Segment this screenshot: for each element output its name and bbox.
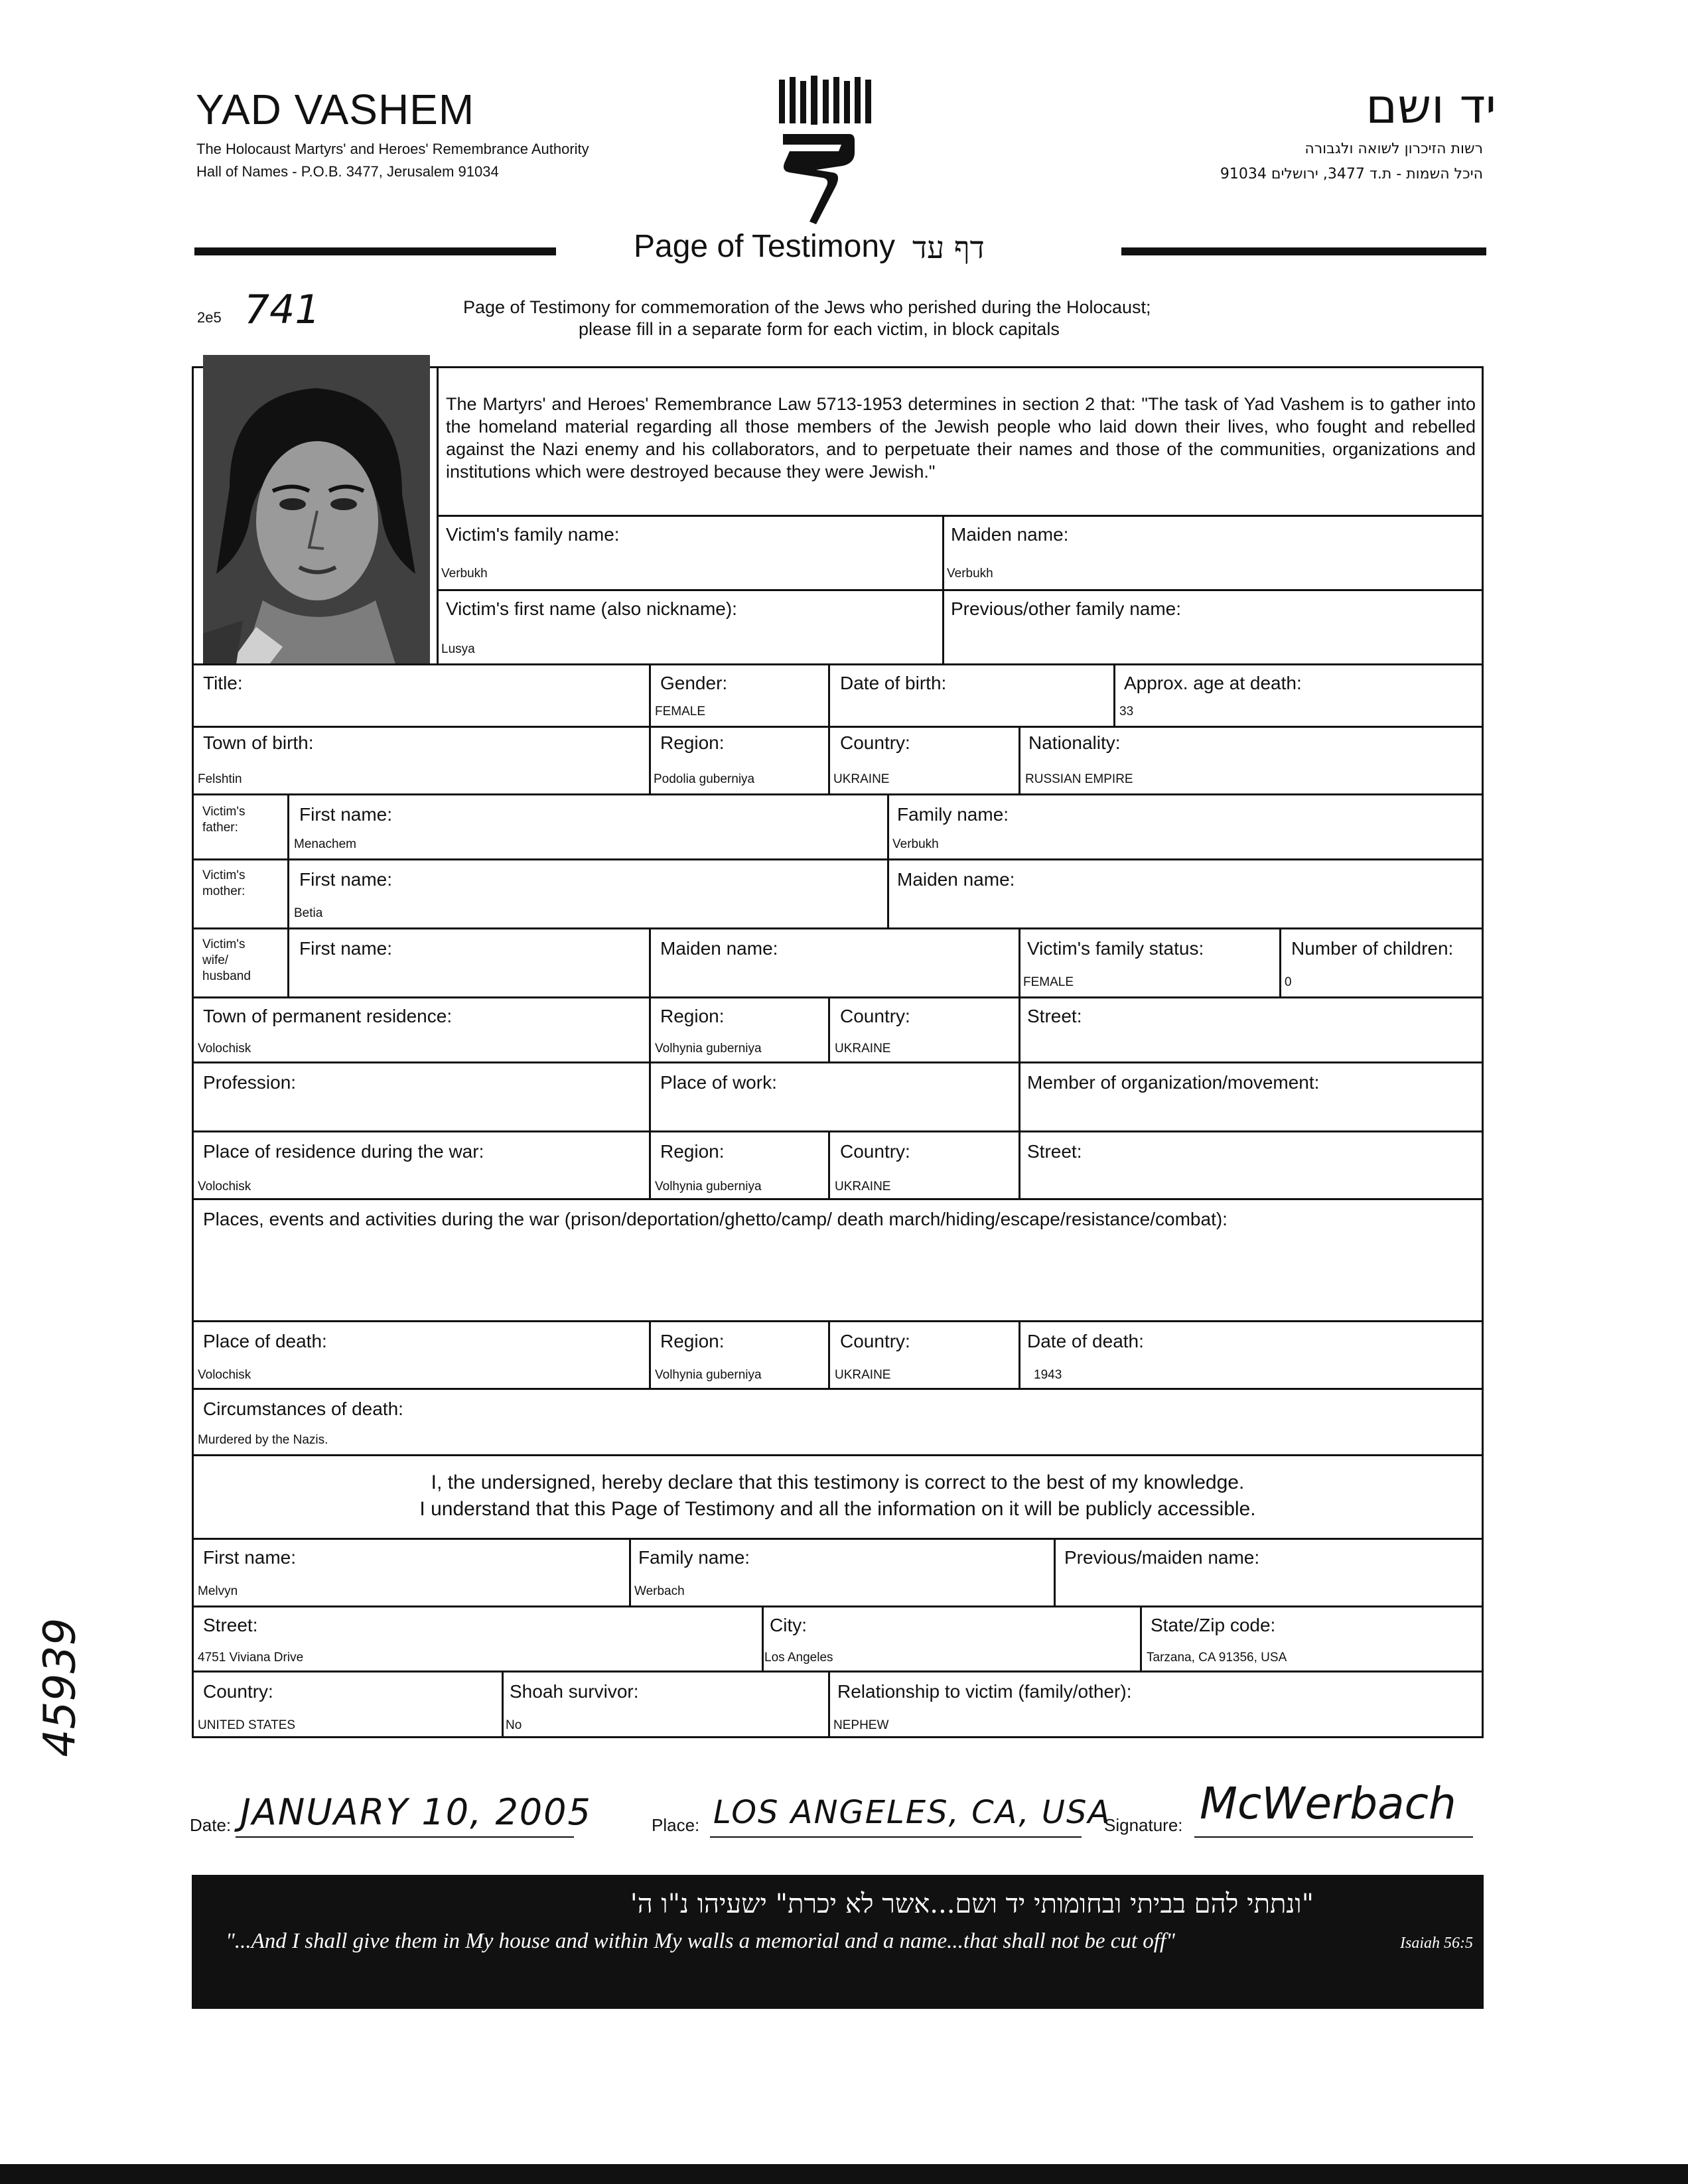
submitter-state-label: State/Zip code: <box>1151 1615 1276 1635</box>
circumstances-label: Circumstances of death: <box>203 1399 403 1419</box>
submitter-country-label: Country: <box>203 1681 273 1702</box>
address-en: Hall of Names - P.O.B. 3477, Jerusalem 91034 <box>196 163 499 180</box>
death-place-label: Place of death: <box>203 1331 327 1351</box>
father-family-name-label: Family name: <box>897 804 1009 825</box>
menorah-logo <box>770 73 882 226</box>
submitter-family-name: Werbach <box>634 1584 685 1598</box>
death-region-label: Region: <box>660 1331 725 1351</box>
victim-first-name: Lusya <box>441 642 475 656</box>
victim-gender: FEMALE <box>655 705 706 718</box>
death-date: 1943 <box>1034 1368 1062 1382</box>
submitter-state: Tarzana, CA 91356, USA <box>1147 1651 1287 1665</box>
previous-family-name-label: Previous/other family name: <box>951 598 1182 619</box>
place-label: Place: <box>652 1815 700 1835</box>
submitter-street: 4751 Viviana Drive <box>198 1651 304 1665</box>
residence-country-label: Country: <box>840 1006 910 1026</box>
town-of-birth-label: Town of birth: <box>203 732 314 753</box>
circumstances: Murdered by the Nazis. <box>198 1433 328 1447</box>
handwritten-place: LOS ANGELES, CA, USA <box>713 1794 1111 1831</box>
residence-town-label: Town of permanent residence: <box>203 1006 453 1026</box>
family-status: FEMALE <box>1023 975 1074 989</box>
victim-photo <box>203 355 430 664</box>
war-street-label: Street: <box>1027 1141 1082 1162</box>
form-code: 2e5 <box>197 309 222 326</box>
father-label: Victim's father: <box>202 805 246 835</box>
residence-region-label: Region: <box>660 1006 725 1026</box>
victim-age: 33 <box>1119 705 1134 718</box>
residence-street-label: Street: <box>1027 1006 1082 1026</box>
survivor-label: Shoah survivor: <box>510 1681 639 1702</box>
war-country: UKRAINE <box>835 1180 891 1194</box>
dob-label: Date of birth: <box>840 673 947 693</box>
war-country-label: Country: <box>840 1141 910 1162</box>
death-country-label: Country: <box>840 1331 910 1351</box>
authority-he: רשות הזיכרון לשואה ולגבורה <box>1304 141 1483 157</box>
birth-region: Podolia guberniya <box>654 772 755 786</box>
family-status-label: Victim's family status: <box>1027 938 1204 959</box>
war-region-label: Region: <box>660 1141 725 1162</box>
nationality-label: Nationality: <box>1028 732 1121 753</box>
mother-first-name-label: First name: <box>299 869 393 890</box>
war-events-label: Places, events and activities during the war (prison/deportation/ghetto/camp/ death march/hiding/escape/resistance/combat): <box>203 1209 1228 1229</box>
footer-english-quote: "...And I shall give them in My house and within My walls a memorial and a name...that shall not be cut off" <box>226 1929 1175 1953</box>
birth-country-label: Country: <box>840 732 910 753</box>
declaration-line-1: I, the undersigned, hereby declare that this testimony is correct to the best of my knowledge. <box>431 1471 1245 1493</box>
profession-label: Profession: <box>203 1072 297 1093</box>
declaration-line-2: I understand that this Page of Testimony and all the information on it will be publicly accessible. <box>419 1498 1256 1520</box>
residence-town: Volochisk <box>198 1042 251 1056</box>
victim-family-name: Verbukh <box>441 567 488 580</box>
mother-first-name: Betia <box>294 906 323 920</box>
organization-label: Member of organization/movement: <box>1027 1072 1320 1093</box>
war-residence-label: Place of residence during the war: <box>203 1141 484 1162</box>
death-date-label: Date of death: <box>1027 1331 1144 1351</box>
header-rule-right <box>1121 247 1486 255</box>
residence-region: Volhynia guberniya <box>655 1042 762 1056</box>
margin-number: 45939 <box>34 1617 86 1757</box>
father-first-name-label: First name: <box>299 804 393 825</box>
victim-family-name-label: Victim's family name: <box>446 524 620 545</box>
mother-maiden-name-label: Maiden name: <box>897 869 1015 890</box>
victim-first-name-label: Victim's first name (also nickname): <box>446 598 737 619</box>
father-family-name: Verbukh <box>892 837 939 851</box>
birth-country: UKRAINE <box>833 772 890 786</box>
birth-region-label: Region: <box>660 732 725 753</box>
org-name-en: YAD VASHEM <box>196 86 475 133</box>
submitter-prev-name-label: Previous/maiden name: <box>1064 1547 1260 1568</box>
children-count: 0 <box>1285 975 1292 989</box>
handwritten-date: JANUARY 10, 2005 <box>240 1791 592 1833</box>
org-name-he: יד ושם <box>1366 78 1496 134</box>
law-text: The Martyrs' and Heroes' Remembrance Law 5713-1953 determines in section 2 that: "The task of Yad Vashem is to gather into the homeland material regarding all those members of the Jewish people who laid down their lives, who fought and rebelled against the Nazi enemy and his collaborators, and to perpetuate their names and those of the communities, organizations and institutions which were destroyed because they were Jewish." <box>446 394 1476 482</box>
gender-label: Gender: <box>660 673 728 693</box>
submitter-first-name: Melvyn <box>198 1584 238 1598</box>
scan-edge <box>0 2164 1688 2184</box>
spouse-first-name-label: First name: <box>299 938 393 959</box>
submitter-family-name-label: Family name: <box>638 1547 750 1568</box>
page-title: Page of Testimony <box>634 229 896 264</box>
nationality: RUSSIAN EMPIRE <box>1025 772 1133 786</box>
relationship: NEPHEW <box>833 1718 889 1732</box>
handwritten-number: 741 <box>244 287 320 333</box>
submitter-first-name-label: First name: <box>203 1547 297 1568</box>
victim-maiden-name: Verbukh <box>947 567 993 580</box>
mother-label: Victim's mother: <box>202 868 246 898</box>
children-label: Number of children: <box>1291 938 1454 959</box>
war-residence-town: Volochisk <box>198 1180 251 1194</box>
age-label: Approx. age at death: <box>1124 673 1302 693</box>
date-label: Date: <box>190 1815 232 1835</box>
spouse-label: Victim's wife/ husband <box>202 937 251 983</box>
town-of-birth: Felshtin <box>198 772 242 786</box>
father-first-name: Menachem <box>294 837 356 851</box>
residence-country: UKRAINE <box>835 1042 891 1056</box>
spouse-maiden-name-label: Maiden name: <box>660 938 778 959</box>
submitter-city: Los Angeles <box>764 1651 833 1665</box>
death-region: Volhynia guberniya <box>655 1368 762 1382</box>
authority-en: The Holocaust Martyrs' and Heroes' Remembrance Authority <box>196 141 589 157</box>
submitter-country: UNITED STATES <box>198 1718 296 1732</box>
handwritten-signature: McWerbach <box>1200 1778 1456 1829</box>
footer-reference: Isaiah 56:5 <box>1400 1935 1473 1952</box>
title-label: Title: <box>203 673 243 693</box>
war-region: Volhynia guberniya <box>655 1180 762 1194</box>
submitter-street-label: Street: <box>203 1615 258 1635</box>
subtitle-line-1: Page of Testimony for commemoration of the Jews who perished during the Holocaust; <box>463 297 1151 317</box>
address-he: היכל השמות - ת.ד 3477, ירושלים 91034 <box>1220 166 1483 182</box>
relationship-label: Relationship to victim (family/other): <box>837 1681 1132 1702</box>
submitter-city-label: City: <box>770 1615 807 1635</box>
death-place: Volochisk <box>198 1368 251 1382</box>
survivor: No <box>506 1718 522 1732</box>
death-country: UKRAINE <box>835 1368 891 1382</box>
place-of-work-label: Place of work: <box>660 1072 777 1093</box>
signature-label: Signature: <box>1104 1815 1183 1835</box>
maiden-name-label: Maiden name: <box>951 524 1069 545</box>
subtitle-line-2: please fill in a separate form for each victim, in block capitals <box>579 319 1060 339</box>
page-title-he: דף עד <box>912 230 985 265</box>
header-rule-left <box>194 247 556 255</box>
footer-hebrew-quote: "ונתתי להם בביתי ובחומותי יד ושם...אשר לא יכרת" ישעיהו נ"ו ה' <box>630 1889 1314 1919</box>
